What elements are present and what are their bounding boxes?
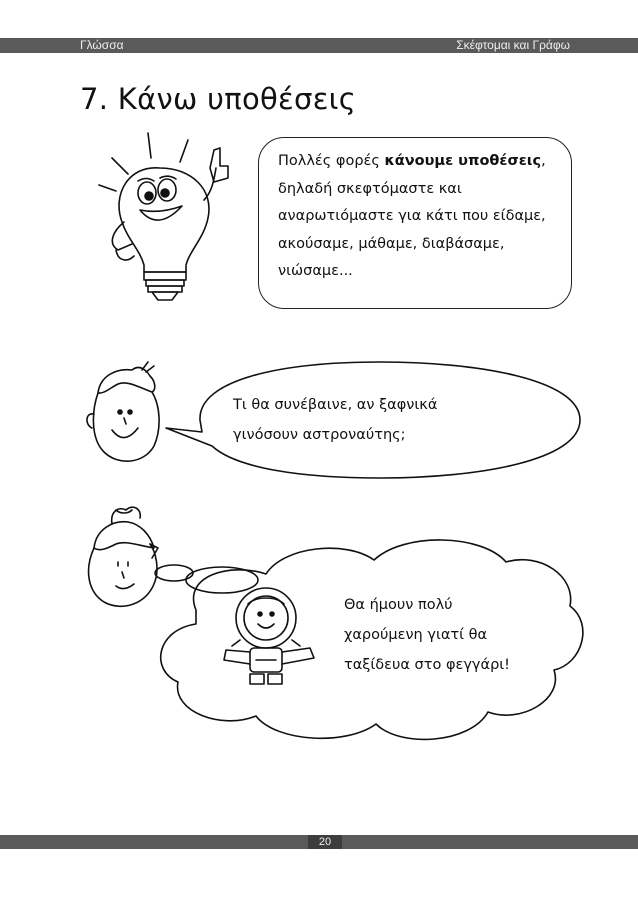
astronaut-icon — [224, 588, 314, 684]
definition-line-5: νιώσαμε... — [278, 263, 353, 279]
boy-speech-text — [233, 390, 437, 450]
page-title: 7. Κάνω υποθέσεις — [80, 82, 357, 116]
boy-speech-line-1: Τι θα συνέβαινε, αν ξαφνικά — [233, 397, 438, 413]
page-number: 20 — [308, 835, 342, 849]
girl-thought-line-2: χαρούμενη γιατί θα — [344, 627, 488, 643]
thought-dot-small — [155, 565, 193, 581]
girl-thought-text — [344, 590, 510, 680]
definition-line-4: ακούσαμε, μάθαμε, διαβάσαμε, — [278, 235, 505, 252]
girl-avatar — [89, 507, 158, 606]
definition-highlight: κάνουμε υποθέσεις — [384, 153, 542, 169]
header-section: Σκέφτομαι και Γράφω — [456, 38, 570, 52]
lightbulb-icon — [99, 133, 228, 300]
definition-line-3: αναρωτιόμαστε για κάτι που είδαμε, — [278, 208, 546, 224]
header-subject: Γλώσσα — [80, 38, 124, 52]
definition-line-1-start: Πολλές φορές — [278, 153, 385, 169]
girl-thought-line-1: Θα ήμουν πολύ — [344, 597, 453, 613]
footer-bar — [0, 835, 638, 849]
boy-avatar — [87, 362, 159, 461]
definition-line-2: δηλαδή σκεφτόμαστε και — [278, 180, 462, 197]
definition-line-1 — [278, 148, 546, 176]
definition-text — [278, 148, 546, 286]
definition-line-1-end: , — [541, 153, 546, 169]
girl-thought-line-3: ταξίδευα στο φεγγάρι! — [344, 657, 510, 673]
boy-speech-line-2: γινόσουν αστροναύτης; — [233, 427, 406, 443]
